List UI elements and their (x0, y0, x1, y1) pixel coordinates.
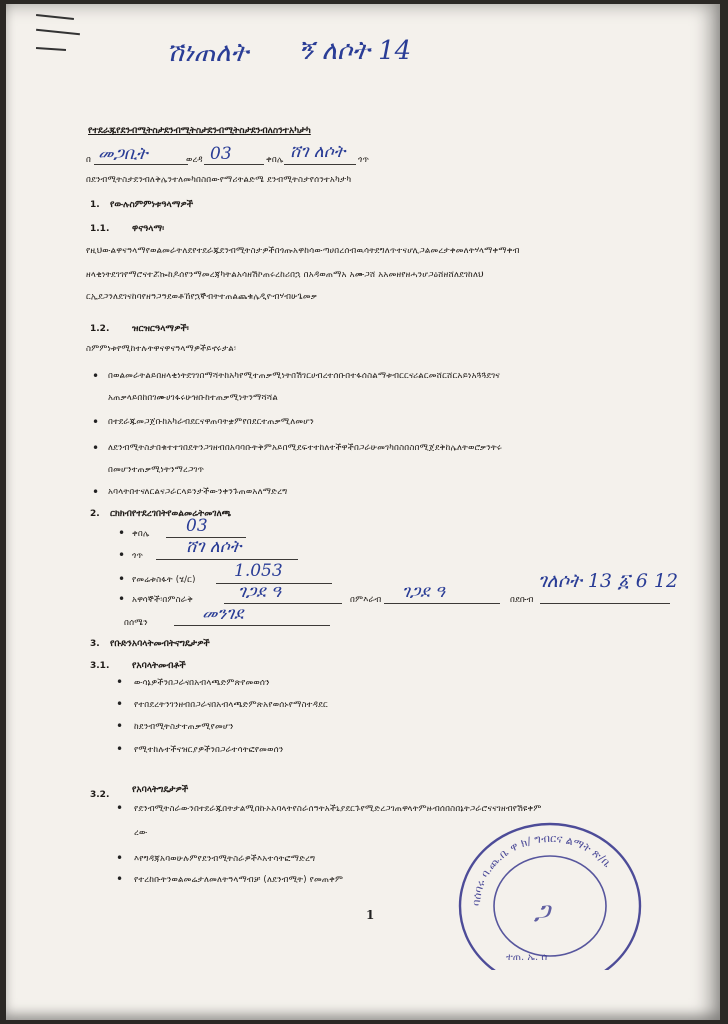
bullet-dot: • (116, 675, 124, 689)
section2-heading: ርክክብየተደረገበትየወልመሬትመገለጫ (110, 509, 232, 519)
list-item: እየግዳጃአባወሁሉምየደንብሚትስራዎችእአተሳትፎማድረግ (134, 854, 316, 864)
section1-heading: የውሉስምምነቱዓላማዎች (110, 200, 194, 210)
bullet-dot: • (116, 742, 124, 756)
field-label: ጎጥ (132, 551, 144, 561)
header-handwriting-left: ሽነጠለት (166, 38, 249, 68)
intro-text: በደንብሚትስታደንብለቅሌንተለመካበስበውየማሪትልድሜ ደንብሚትስታየሰንተአካታካ (86, 175, 352, 185)
page-number: 1 (366, 908, 375, 922)
date-value: 03 (210, 144, 232, 164)
field-value: ሸገ ለሶት (186, 537, 242, 557)
bullet-dot: • (92, 415, 100, 429)
kebele-label: ቀበሌ (266, 155, 284, 165)
stamp-bottom-text: ተጠ. ኤ. ሰ (506, 952, 548, 963)
section11-line: የዚህውልዋናዓላማየወልመራትለደየተደራጁደንብሚትስታዎችበጎጡአዋከሳውጣሀበረሰብዉሳትደግለጥተናሆሊጋልመረታቀመለትሃላማቀማቀብ (86, 246, 520, 256)
bullet-dot: • (92, 369, 100, 383)
margin-mark (36, 47, 66, 51)
list-item: የተረከቡትንወልመሬታለመለትዓላማብቻ (ለደንብሚት) የመጠቀም (134, 875, 344, 885)
margin-mark (36, 29, 80, 36)
section12-heading: ዝርዝርዓላማዎች፡ (132, 324, 189, 334)
list-item: በወልመራትልይበዘላቂነትደገገበማሻትከአካየሚተጠቃሚነትበሽገርሀብረተሰቡበተፋሰስልማቱብርርናሪልርመሸርሸርአይነአጓጓደገና (108, 371, 500, 381)
section31-number: 3.1. (90, 661, 110, 671)
west-label: በምእራብ (350, 595, 382, 605)
month-value: መጋቢት (98, 144, 148, 164)
field-line (540, 603, 670, 604)
bullet-dot: • (116, 719, 124, 733)
field-line (174, 625, 330, 626)
stamp-ring-text: ባሰባሩ ባ.ጨ.ቤ ዋ ክ/ ግብርና ልማት ጽ/ቤ (469, 831, 614, 907)
list-item: ከደንብሚትስታተጠቃሚየመሆን (134, 722, 234, 732)
south-label: በሰሜን (124, 618, 148, 628)
section3-heading: የቡድንአባላትመብትናግዴታዎች (110, 639, 210, 649)
list-item: አጠቃላይበከበገሙሀገፋሩሁዝቡከተጠቃሚነትንማሻሻል (108, 393, 278, 403)
kebele-value: ሸገ ለሶት (290, 142, 346, 162)
list-item: ለደንብሚትስታበቁተተገበደትንጋገዘብበአባባቡትቅምአይበሚደፍተተከለተችዋችበጋራሁመገካበስበስበሚጀደቅከሌለትወሮቃንትሩ (108, 443, 502, 453)
list-item: በመሆንተጠቃሚነትንማረጋገጥ (108, 465, 205, 475)
kebele-line (284, 164, 356, 165)
bullet-dot: • (92, 441, 100, 455)
document-page (6, 4, 720, 1020)
date-line (204, 164, 264, 165)
form-suffix: ጎጥ (358, 155, 370, 165)
list-item: የተበደረትንገንዘብበጋራናበአብላጫድምጽአየወሰኑየማስተዳደር (134, 700, 328, 710)
field-value: 03 (186, 516, 208, 536)
section32-heading: የአባላትግዴታዎች (132, 785, 189, 795)
month-line (94, 164, 188, 165)
bullet-dot: • (118, 548, 126, 562)
list-item: የሚተከሉተችናዝርያዎችንበጋራተሳትፎየመወሰን (134, 745, 284, 755)
field-line (384, 603, 500, 604)
list-item: የደንብሚትስራውንበተደራጁበትታልሚበኩኦአባላትየስራሰዓትአችኒያደርጉየሚድረጋገጠዋላትምዙብሰበስበኔትጋራሮናናገዘብየሽዩቀም (134, 804, 542, 814)
north-value: ገለሶት 13 ፩ 6 12 (538, 570, 679, 592)
official-stamp (450, 810, 650, 970)
field-label: የመሬቱስፋት (ሄ/ር) (132, 575, 196, 585)
section32-number: 3.2. (90, 790, 110, 800)
margin-mark (36, 14, 74, 20)
list-item: በተደራጁመጋጀቡከአካራብደርናዋጠባትቋምየበደርተጠቃሚለመሆን (108, 417, 314, 427)
list-item: ውሳኔዎችንበጋራናበአብላጫድምጽየመወሰን (134, 678, 270, 688)
bullet-dot: • (92, 485, 100, 499)
section12-intro: ስምምነቱየሚከተሉትዋናዋናዓላማዎችይኖሩታል፡ (86, 344, 237, 354)
section11-heading: ዋናዓላማ፡ (132, 224, 165, 234)
section3-number: 3. (90, 639, 100, 649)
list-item: አባላትበተናለርልናጋራርላይንታችውንቀንጉጠወአለማድረግ (108, 487, 288, 497)
bullet-dot: • (116, 851, 124, 865)
bullet-dot: • (116, 801, 124, 815)
field-value: ገጋደ ዓ (238, 582, 281, 602)
section2-number: 2. (90, 509, 100, 519)
section11-line: ዘላቂነትደገገየማሮናተሯኰከዶሰየንማመረጃካትልአሳዘሽኮጠሩረከሪበኋ በአዳወጠማአ አሙጋሸ አአመዘየዘሓንሆጋዕሸዘሸለደገከለህ (86, 270, 484, 280)
bullet-dot: • (118, 572, 126, 586)
field-value: 1.053 (234, 561, 283, 581)
west-value: ገጋደ ዓ (402, 582, 445, 602)
month-label: በ (86, 155, 92, 165)
bullet-dot: • (118, 592, 126, 606)
field-label: ቀበሌ (132, 529, 150, 539)
north-label: በደቡብ (510, 595, 534, 605)
stamp-signature: ጋ (534, 897, 551, 927)
section11-number: 1.1. (90, 224, 110, 234)
section11-line: ርኢደጋንለደገናከባየዘዓጋዓደወቶኸየኋኞብትተጠልጨቁሌዲዮብሃብሁጌመቃ (86, 292, 318, 302)
field-line (156, 559, 298, 560)
field-label: አዋሳኞች፡በምስራቅ (132, 595, 194, 605)
date-label: ወረዳ (186, 155, 203, 165)
bullet-dot: • (116, 697, 124, 711)
list-item: ረው (134, 828, 148, 838)
header-handwriting-right: ኝ ለሶት 14 (298, 36, 412, 66)
section12-number: 1.2. (90, 324, 110, 334)
section1-number: 1. (90, 200, 100, 210)
south-value: መንገደ (202, 604, 244, 624)
section31-heading: የአባላትመብቶች (132, 661, 186, 671)
document-title: የተደራጁየደንብሚትስታደንብሚትስታደንብሚትስታደንብለስንተአካታካ (88, 126, 311, 136)
bullet-dot: • (116, 872, 124, 886)
bullet-dot: • (118, 526, 126, 540)
